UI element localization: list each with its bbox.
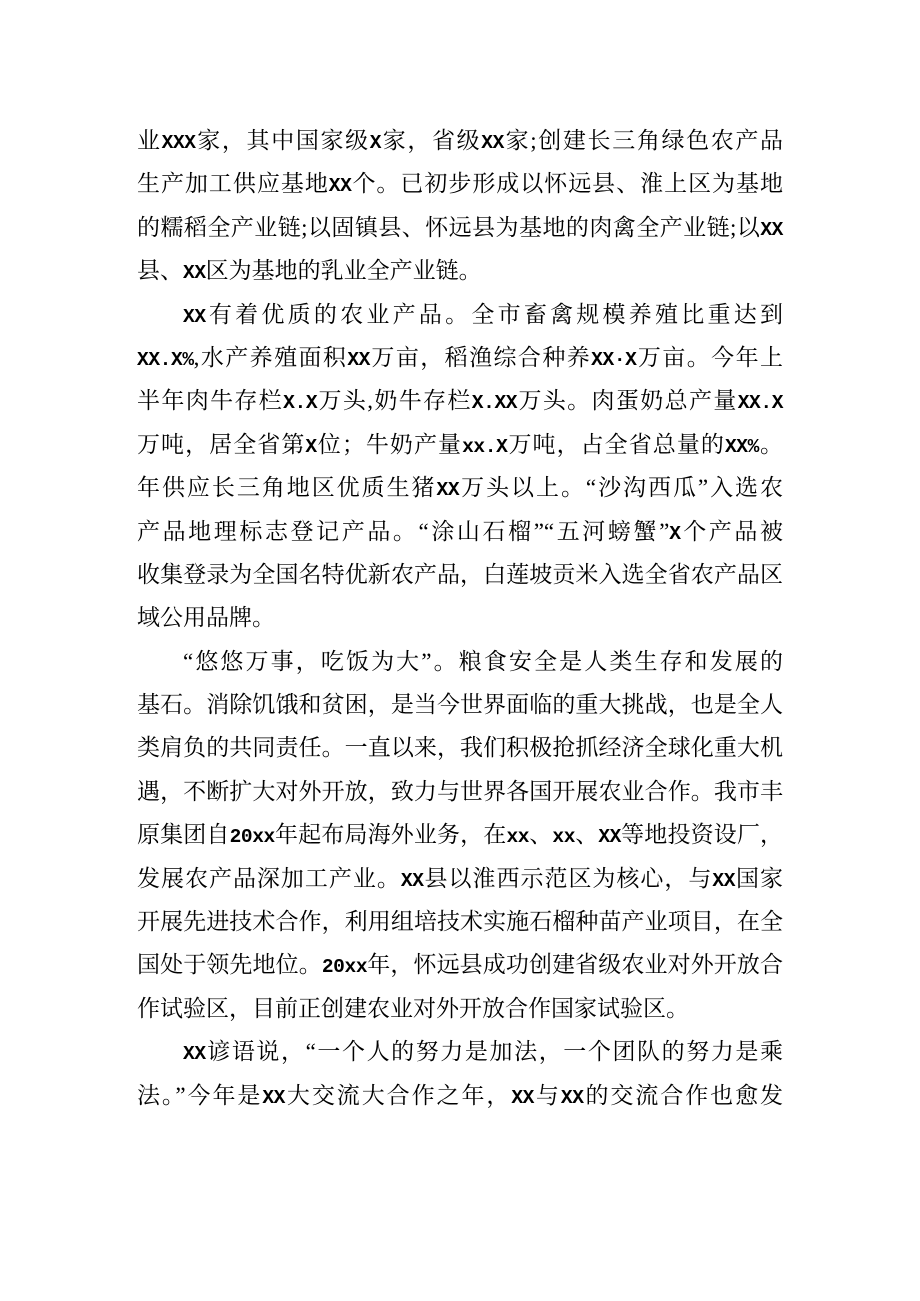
doc-line: 国处于领先地位。20xx年，怀远县成功创建省级农业对外开放合 [137, 952, 784, 979]
doc-line: 的糯稻全产业链;以固镇县、怀远县为基地的肉禽全产业链;以XX [137, 214, 783, 241]
doc-line: 发展农产品深加工产业。XX县以淮西示范区为核心，与XX国家 [137, 865, 784, 892]
doc-line: XX有着优质的农业产品。全市畜禽规模养殖比重达到 [183, 301, 783, 328]
doc-line: 作试验区，目前正创建农业对外开放合作国家试验区。 [137, 995, 689, 1021]
doc-line: 开展先进技术合作，利用组培技术实施石榴种苗产业项目，在全 [137, 909, 783, 935]
paragraph-2 [137, 293, 783, 640]
document-content [137, 119, 783, 1117]
doc-line: XX谚语说，“一个人的努力是加法，一个团队的努力是乘 [183, 1039, 783, 1066]
doc-line: “悠悠万事，吃饭为大”。粮食安全是人类生存和发展的 [183, 648, 783, 674]
paragraph-3 [137, 640, 783, 1031]
doc-line: 年供应长三角地区优质生猪XX万头以上。“沙沟西瓜”入选农 [137, 475, 783, 502]
doc-line: 万吨，居全省第X位；牛奶产量xx.X万吨，占全省总量的XX%。 [137, 431, 784, 458]
doc-line: 遇，不断扩大对外开放，致力与世界各国开展农业合作。我市丰 [137, 778, 783, 804]
doc-line: 类肩负的共同责任。一直以来，我们积极抢抓经济全球化重大机 [137, 735, 783, 761]
doc-line: 半年肉牛存栏X.X万头,奶牛存栏X.XX万头。肉蛋奶总产量XX.X [137, 388, 784, 415]
paragraph-1 [137, 119, 783, 293]
doc-line: 域公用品牌。 [137, 605, 275, 631]
doc-line: 法。”今年是XX大交流大合作之年，XX与XX的交流合作也愈发 [137, 1082, 784, 1109]
doc-line: 生产加工供应基地XX个。已初步形成以怀远县、淮上区为基地 [137, 171, 784, 198]
doc-line: 基石。消除饥饿和贫困，是当今世界面临的重大挑战，也是全人 [137, 692, 783, 718]
doc-line: 业XXX家，其中国家级X家，省级XX家;创建长三角绿色农产品 [137, 128, 784, 154]
doc-line: 县、XX区为基地的乳业全产业链。 [137, 258, 482, 285]
doc-line: XX.X%,水产养殖面积XX万亩，稻渔综合种养XX·X万亩。今年上 [137, 344, 784, 371]
doc-line: 原集团自20xx年起布局海外业务，在xx、xx、XX等地投资设厂， [137, 822, 783, 849]
paragraph-4 [137, 1030, 783, 1117]
doc-line: 产品地理标志登记产品。“涂山石榴”“五河螃蟹”X个产品被 [137, 518, 783, 545]
doc-line: 收集登录为全国名特优新农产品，白莲坡贡米入选全省农产品区 [137, 561, 783, 587]
